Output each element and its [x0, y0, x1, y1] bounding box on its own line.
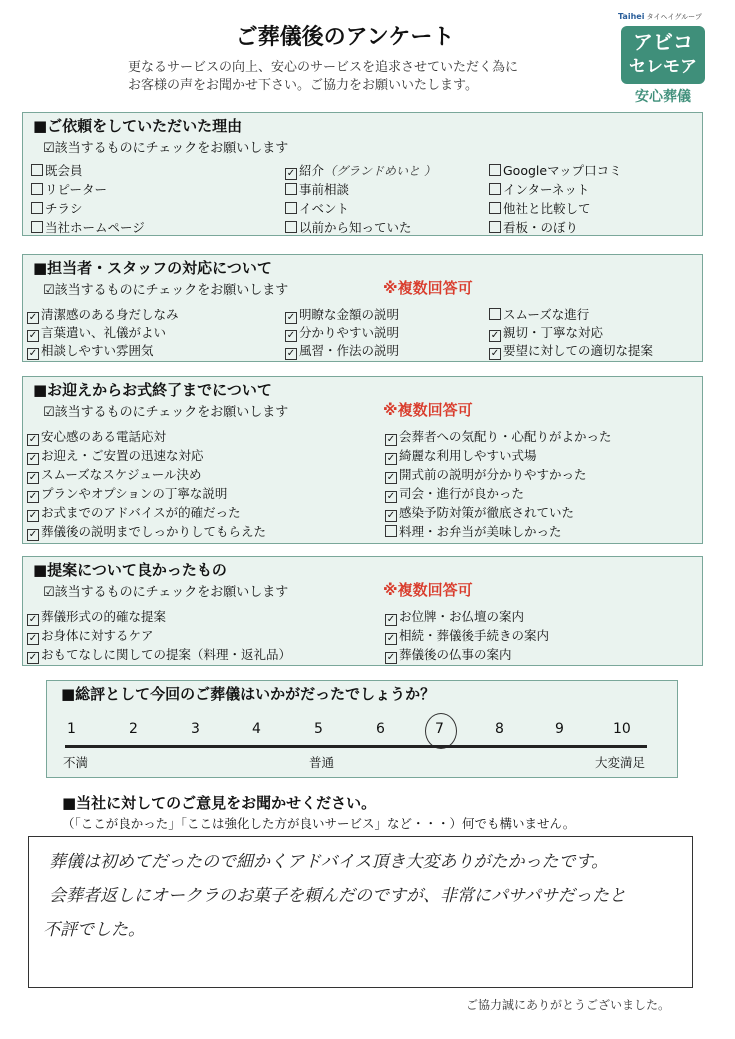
- section-instruction: ☑該当するものにチェックをお願いします: [43, 283, 289, 298]
- checkbox-item[interactable]: [285, 199, 349, 217]
- logo-line-1: アビコ: [633, 30, 693, 54]
- checkbox[interactable]: [31, 221, 43, 233]
- checkbox[interactable]: ✓: [28, 330, 38, 341]
- section-heading: ■ご依頼をしていただいた理由: [33, 117, 243, 135]
- checkbox-item[interactable]: [27, 522, 266, 541]
- checkbox-label: 葬儀後の説明までしっかりしてもらえた: [41, 524, 267, 539]
- checkbox[interactable]: ✓: [286, 330, 296, 341]
- checkbox[interactable]: ✓: [386, 652, 396, 663]
- checkbox-item[interactable]: [489, 305, 589, 323]
- checkbox[interactable]: ✓: [28, 491, 38, 502]
- checkbox-label: 風習・作法の説明: [299, 343, 400, 358]
- checkbox-label: 司会・進行が良かった: [399, 486, 525, 501]
- checkbox[interactable]: ✓: [490, 330, 500, 341]
- comment-box[interactable]: [28, 836, 693, 988]
- checkbox-label: 事前相談: [299, 182, 350, 197]
- checkbox[interactable]: ✓: [28, 434, 38, 445]
- checkbox-label: スムーズなスケジュール決め: [41, 467, 202, 482]
- checkbox-label: 開式前の説明が分かりやすかった: [399, 467, 587, 482]
- checkbox[interactable]: ✓: [28, 652, 38, 663]
- checkbox-label: 料理・お弁当が美味しかった: [399, 524, 562, 539]
- checkbox[interactable]: ✓: [28, 312, 38, 323]
- checkbox-label: 安心感のある電話応対: [41, 429, 167, 444]
- checkbox-label: お式までのアドバイスが的確だった: [41, 505, 241, 520]
- checkbox-item[interactable]: [489, 218, 578, 236]
- checkbox-item[interactable]: [31, 161, 83, 179]
- checkbox[interactable]: ✓: [28, 529, 38, 540]
- checkbox-item[interactable]: [285, 161, 436, 180]
- checkbox-item[interactable]: [385, 465, 587, 484]
- checkbox-item[interactable]: [489, 180, 589, 198]
- checkbox-item[interactable]: [27, 645, 291, 664]
- section-ceremony: [22, 376, 703, 544]
- checkbox-item[interactable]: [385, 607, 524, 626]
- multiple-answer-label: ※複数回答可: [383, 401, 473, 419]
- section-staff: [22, 254, 703, 362]
- checkbox-item[interactable]: [27, 484, 227, 503]
- checkbox-label: お位牌・お仏壇の案内: [399, 609, 525, 624]
- checkbox[interactable]: [31, 183, 43, 195]
- scale-low-label: 不満: [63, 755, 89, 770]
- checkbox-item[interactable]: [385, 446, 537, 465]
- checkbox-label: チラシ: [45, 201, 83, 216]
- checkbox[interactable]: ✓: [386, 633, 396, 644]
- brand-mark: [618, 12, 702, 22]
- score-number[interactable]: 3: [191, 721, 200, 737]
- section-overall-score: [46, 680, 678, 778]
- score-number[interactable]: 6: [376, 721, 385, 737]
- score-number[interactable]: 8: [495, 721, 504, 737]
- opinion-heading: ■当社に対してのご意見をお聞かせください。: [62, 794, 377, 812]
- checkbox[interactable]: ✓: [28, 633, 38, 644]
- page-title: ご葬儀後のアンケート: [235, 25, 455, 50]
- checkbox-item[interactable]: [27, 341, 154, 360]
- multiple-answer-label: ※複数回答可: [383, 279, 473, 297]
- checkbox[interactable]: ✓: [386, 434, 396, 445]
- checkbox[interactable]: ✓: [28, 510, 38, 521]
- checkbox-item[interactable]: [385, 503, 574, 522]
- checkbox[interactable]: [489, 183, 501, 195]
- checkbox[interactable]: [489, 221, 501, 233]
- comment-line: 不評でした。: [43, 920, 145, 940]
- multiple-answer-label: ※複数回答可: [383, 581, 473, 599]
- checkbox-item[interactable]: [31, 218, 145, 236]
- checkbox[interactable]: ✓: [286, 312, 296, 323]
- checkbox-label: Googleマップ口コミ: [503, 163, 622, 178]
- intro-line-1: 更なるサービスの向上、安心のサービスを追求させていただく為に: [128, 60, 519, 75]
- checkbox[interactable]: [489, 308, 501, 320]
- score-heading: ■総評として今回のご葬儀はいかがだったでしょうか？: [61, 685, 436, 703]
- section-instruction: ☑該当するものにチェックをお願いします: [43, 141, 289, 156]
- section-instruction: ☑該当するものにチェックをお願いします: [43, 585, 289, 600]
- checkbox-item[interactable]: [285, 305, 399, 324]
- checkbox-label: 清潔感のある身だしなみ: [41, 307, 179, 322]
- score-number[interactable]: 7: [435, 721, 444, 737]
- scale-line: [65, 745, 647, 748]
- checkbox-item[interactable]: [385, 522, 562, 540]
- checkbox-item[interactable]: [31, 180, 107, 198]
- checkbox-label: お身体に対するケア: [41, 628, 154, 643]
- checkbox-item[interactable]: [27, 427, 166, 446]
- checkbox-item[interactable]: [285, 218, 412, 236]
- checkbox[interactable]: [489, 164, 501, 176]
- checkbox-label: 当社ホームページ: [45, 220, 145, 235]
- checkbox-label: 以前から知っていた: [299, 220, 412, 235]
- checkbox-label: 看板・のぼり: [503, 220, 579, 235]
- checkbox[interactable]: [285, 183, 297, 195]
- checkbox-item[interactable]: [385, 626, 549, 645]
- checkbox-item[interactable]: [489, 199, 591, 217]
- checkbox[interactable]: [31, 164, 43, 176]
- checkbox-item[interactable]: [385, 427, 612, 446]
- checkbox-label: 紹介: [299, 163, 325, 178]
- checkbox[interactable]: ✓: [386, 491, 396, 502]
- thanks-text: ご協力誠にありがとうございました。: [466, 998, 671, 1012]
- comment-line: 会葬者返しにオークラのお菓子を頼んだのですが、非常にパサパサだったと: [49, 886, 626, 906]
- checkbox[interactable]: ✓: [28, 472, 38, 483]
- score-number[interactable]: 9: [555, 721, 564, 737]
- handwritten-note: （グランドめいと ）: [324, 164, 436, 178]
- checkbox[interactable]: [489, 202, 501, 214]
- checkbox-item[interactable]: [27, 626, 154, 645]
- checkbox-label: 綺麗な利用しやすい式場: [399, 448, 537, 463]
- checkbox-label: スムーズな進行: [503, 307, 590, 322]
- checkbox[interactable]: ✓: [28, 348, 38, 359]
- brand-name: Taihei: [618, 12, 645, 21]
- logo-subtitle: 安心葬儀: [635, 89, 691, 105]
- score-number[interactable]: 4: [252, 721, 261, 737]
- checkbox-label: イベント: [299, 201, 350, 216]
- checkbox-label: 要望に対しての適切な提案: [503, 343, 654, 358]
- section-heading: ■担当者・スタッフの対応について: [33, 259, 272, 277]
- checkbox-label: リピーター: [45, 182, 108, 197]
- checkbox-label: 言葉遣い、礼儀がよい: [41, 325, 167, 340]
- checkbox[interactable]: ✓: [386, 453, 396, 464]
- brand-group: タイヘイグループ: [646, 13, 702, 21]
- company-logo: [621, 26, 705, 84]
- checkbox[interactable]: ✓: [28, 614, 38, 625]
- section-request-reason: [22, 112, 703, 236]
- checkbox[interactable]: ✓: [286, 168, 296, 179]
- selected-score-circle: [425, 713, 457, 749]
- intro-line-2: お客様の声をお聞かせ下さい。ご協力をお願いいたします。: [128, 78, 478, 93]
- checkbox-label: 明瞭な金額の説明: [299, 307, 400, 322]
- checkbox-item[interactable]: [285, 341, 399, 360]
- checkbox-label: インターネット: [503, 182, 590, 197]
- checkbox-item[interactable]: [385, 484, 524, 503]
- score-number[interactable]: 2: [129, 721, 138, 737]
- checkbox[interactable]: ✓: [386, 472, 396, 483]
- checkbox-label: 相続・葬儀後手続きの案内: [399, 628, 550, 643]
- checkbox-label: 葬儀形式の的確な提案: [41, 609, 167, 624]
- checkbox[interactable]: [385, 525, 397, 537]
- scale-high-label: 大変満足: [595, 755, 646, 770]
- checkbox-item[interactable]: [27, 503, 241, 522]
- checkbox-item[interactable]: [27, 305, 179, 324]
- checkbox-item[interactable]: [31, 199, 83, 217]
- checkbox-label: お迎え・ご安置の迅速な対応: [41, 448, 204, 463]
- checkbox-item[interactable]: [27, 465, 202, 484]
- checkbox-label: プランやオプションの丁寧な説明: [41, 486, 228, 501]
- score-number[interactable]: 5: [314, 721, 323, 737]
- checkbox[interactable]: ✓: [28, 453, 38, 464]
- checkbox-item[interactable]: [489, 323, 603, 342]
- section-proposal: [22, 556, 703, 666]
- checkbox-item[interactable]: [27, 323, 166, 342]
- checkbox-label: 会葬者への気配り・心配りがよかった: [399, 429, 612, 444]
- checkbox[interactable]: ✓: [286, 348, 296, 359]
- checkbox[interactable]: [285, 202, 297, 214]
- checkbox[interactable]: ✓: [386, 614, 396, 625]
- checkbox-item[interactable]: [27, 446, 204, 465]
- comment-line: 葬儀は初めてだったので細かくアドバイス頂き大変ありがたかったです。: [49, 852, 609, 872]
- logo-line-2: セレモア: [629, 57, 697, 77]
- checkbox[interactable]: [31, 202, 43, 214]
- section-heading: ■お迎えからお式終了までについて: [33, 381, 272, 399]
- checkbox-item[interactable]: [285, 323, 399, 342]
- checkbox-label: おもてなしに関しての提案（料理・返礼品）: [41, 647, 292, 662]
- checkbox[interactable]: [285, 221, 297, 233]
- scale-mid-label: 普通: [309, 755, 335, 770]
- section-instruction: ☑該当するものにチェックをお願いします: [43, 405, 289, 420]
- checkbox-label: 他社と比較して: [503, 201, 591, 216]
- checkbox-label: 感染予防対策が徹底されていた: [399, 505, 575, 520]
- score-number[interactable]: 1: [67, 721, 76, 737]
- checkbox[interactable]: ✓: [490, 348, 500, 359]
- checkbox-label: 親切・丁寧な対応: [503, 325, 604, 340]
- checkbox-label: 分かりやすい説明: [299, 325, 400, 340]
- checkbox-item[interactable]: [27, 607, 166, 626]
- section-heading: ■提案について良かったもの: [33, 561, 227, 579]
- checkbox-item[interactable]: [489, 341, 653, 360]
- checkbox-label: 相談しやすい雰囲気: [41, 343, 154, 358]
- opinion-subtext: （「ここが良かった」「ここは強化した方が良いサービス」など・・・）何でも構いません。: [62, 816, 576, 831]
- score-number[interactable]: 10: [613, 721, 631, 737]
- checkbox-label: 葬儀後の仏事の案内: [399, 647, 512, 662]
- checkbox-item[interactable]: [285, 180, 349, 198]
- checkbox-item[interactable]: [385, 645, 512, 664]
- checkbox[interactable]: ✓: [386, 510, 396, 521]
- checkbox-item[interactable]: [489, 161, 622, 179]
- checkbox-label: 既会員: [45, 163, 83, 178]
